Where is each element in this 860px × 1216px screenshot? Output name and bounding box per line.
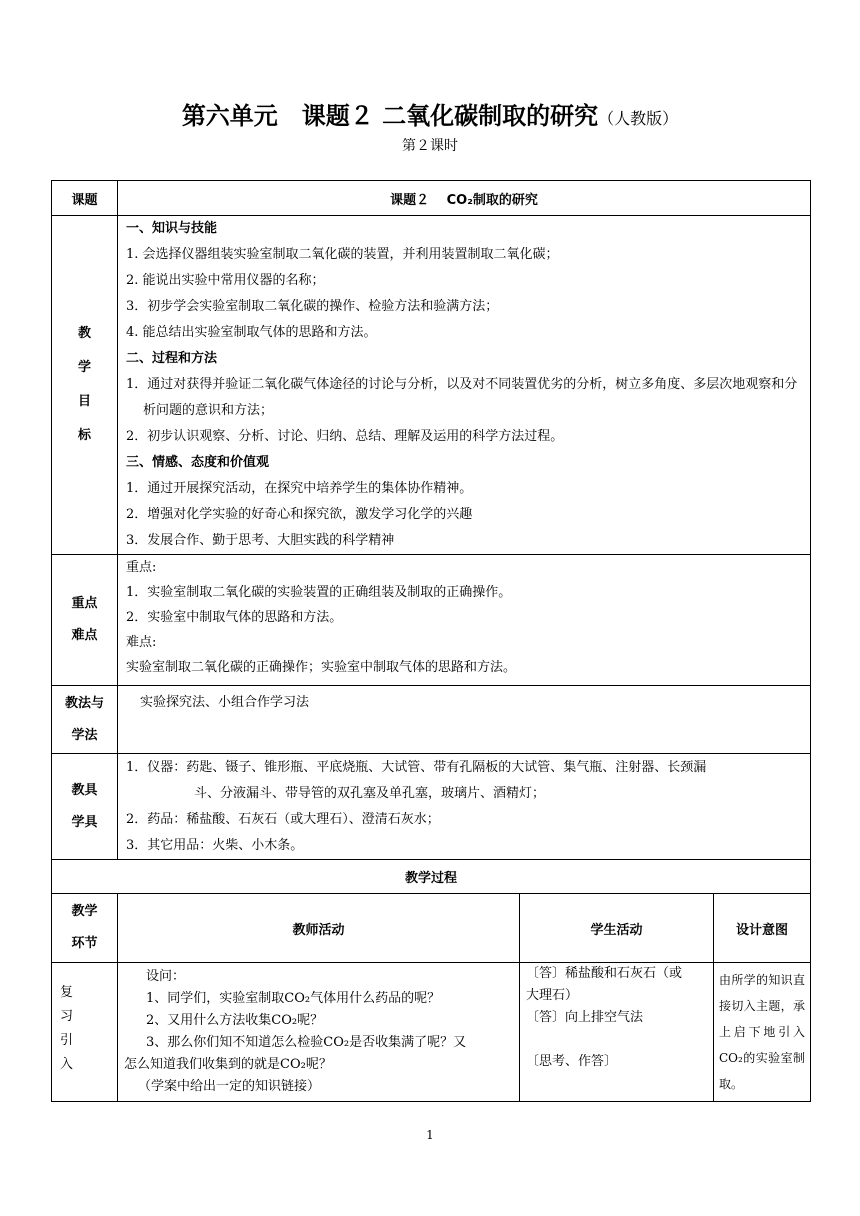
process-header-row: [52, 894, 811, 963]
review-stage-char: 引: [60, 1033, 74, 1048]
goal-section-title: 二、过程和方法: [126, 351, 218, 366]
review-stage-char: 习: [60, 1009, 74, 1024]
methods-label: [52, 686, 118, 754]
process-title: 教学过程: [52, 860, 811, 894]
teacher-line: 1、同学们，实验室制取CO₂气体用什么药品的呢？: [146, 991, 441, 1006]
difficulty-text: 实验室制取二氧化碳的正确操作；实验室中制取气体的思路和方法。: [126, 660, 517, 675]
methods-row: [52, 686, 811, 754]
methods-content: [118, 686, 811, 754]
keypoints-label-line: 重点: [71, 596, 98, 611]
review-student: [520, 963, 714, 1102]
methods-label-line: 教法与: [64, 695, 104, 711]
topic-row: [52, 181, 811, 216]
review-teacher: [118, 963, 520, 1102]
tools-item: 2．药品：稀盐酸、石灰石（或大理石）、澄清石灰水；: [126, 812, 440, 827]
teacher-line: 2、又用什么方法收集CO₂呢？: [146, 1013, 324, 1028]
keypoints-row: [52, 555, 811, 686]
design-intent-header: 设计意图: [714, 894, 811, 963]
keypoints-label: [52, 555, 118, 686]
student-line: 〔答〕向上排空气法: [526, 1010, 644, 1025]
goals-label: [52, 216, 118, 555]
goal-item: 3．初步学会实验室制取二氧化碳的操作、检验方法和验满方法；: [126, 299, 499, 314]
review-stage-char: 复: [60, 985, 74, 1000]
goal-item: 1．通过开展探究活动，在探究中培养学生的集体协作精神。: [126, 481, 473, 496]
keypoints-label-line: 难点: [71, 628, 98, 643]
student-activity-header: 学生活动: [520, 894, 714, 963]
key-title: 重点:: [126, 560, 157, 575]
review-row: [52, 963, 811, 1102]
tools-item: 斗、分液漏斗、带导管的双孔塞及单孔塞，玻璃片、酒精灯；: [194, 786, 546, 801]
page-title: 第六单元 课题２ 二氧化碳制取的研究（人教版）: [181, 102, 679, 130]
lesson-plan-table: [51, 180, 811, 1102]
process-title-row: [52, 860, 811, 894]
goal-item: 2. 能说出实验中常用仪器的名称；: [126, 273, 325, 288]
stage-header-line: 环节: [71, 936, 98, 951]
tools-item: 3．其它用品：火柴、小木条。: [126, 838, 304, 853]
stage-header: [52, 894, 118, 963]
tools-content: [118, 754, 811, 860]
lesson-period: 第２课时: [402, 138, 458, 154]
goal-item: 3．发展合作、勤于思考、大胆实践的科学精神: [126, 533, 395, 548]
tools-row: [52, 754, 811, 860]
goal-item: 2．初步认识观察、分析、讨论、归纳、总结、理解及运用的科学方法过程。: [126, 429, 564, 444]
goal-section-title: 三、情感、态度和价值观: [126, 455, 270, 470]
student-line: 〔答〕稀盐酸和石灰石（或: [526, 966, 683, 981]
review-stage: [52, 963, 118, 1102]
goals-label-char: 标: [77, 428, 91, 443]
goals-label-char: 学: [77, 360, 91, 375]
topic-value: 课题２ CO₂制取的研究: [118, 181, 811, 216]
key-item: 1．实验室制取二氧化碳的实验装置的正确组装及制取的正确操作。: [126, 585, 512, 600]
goal-item: 1. 会选择仪器组装实验室制取二氧化碳的装置，并利用装置制取二氧化碳；: [126, 247, 559, 262]
goal-section-title: 一、知识与技能: [126, 221, 218, 236]
teacher-activity-header: 教师活动: [118, 894, 520, 963]
teacher-line: （学案中给出一定的知识链接）: [138, 1079, 321, 1094]
key-item: 2．实验室中制取气体的思路和方法。: [126, 610, 343, 625]
stage-header-line: 教学: [71, 904, 98, 919]
goals-label-char: 目: [77, 394, 91, 409]
goals-label-char: 教: [77, 326, 91, 341]
student-line: 〔思考、作答〕: [526, 1054, 618, 1069]
review-stage-char: 入: [60, 1057, 74, 1072]
tools-item: 1．仪器：药匙、镊子、锥形瓶、平底烧瓶、大试管、带有孔隔板的大试管、集气瓶、注射器、长颈漏: [126, 760, 707, 775]
design-text: 由所学的知识直接切入主题，承上启下地引入CO₂的实验室制取。: [719, 973, 806, 1091]
student-line-spacer: [526, 1029, 707, 1051]
methods-label-line: 学法: [71, 727, 98, 743]
teacher-line: 怎么知道我们收集到的就是CO₂呢？: [124, 1057, 332, 1072]
teacher-line: 3、那么你们知不知道怎么检验CO₂是否收集满了呢？又: [146, 1035, 467, 1050]
goal-item: 4. 能总结出实验室制取气体的思路和方法。: [126, 325, 377, 340]
difficulty-title: 难点:: [126, 635, 157, 650]
keypoints-content: [118, 555, 811, 686]
student-line: 大理石）: [526, 988, 579, 1003]
goals-content: [118, 216, 811, 555]
goal-item: 1．通过对获得并验证二氧化碳气体途径的讨论与分析，以及对不同装置优劣的分析，树立多角度、多层次地观察和分析问题的意识和方法；: [126, 377, 798, 418]
topic-label: 课题: [52, 181, 118, 216]
review-design: [714, 963, 811, 1102]
edition-label: （人教版）: [598, 109, 679, 128]
methods-text: 实验探究法、小组合作学习法: [140, 695, 310, 710]
tools-label-line: 教具: [71, 782, 98, 798]
goals-row: [52, 216, 811, 555]
page-number: 1: [426, 1128, 434, 1142]
teacher-line: 设问：: [146, 969, 186, 984]
tools-label-line: 学具: [71, 814, 98, 830]
goal-item: 2．增强对化学实验的好奇心和探究欲，激发学习化学的兴趣: [126, 507, 473, 522]
tools-label: [52, 754, 118, 860]
